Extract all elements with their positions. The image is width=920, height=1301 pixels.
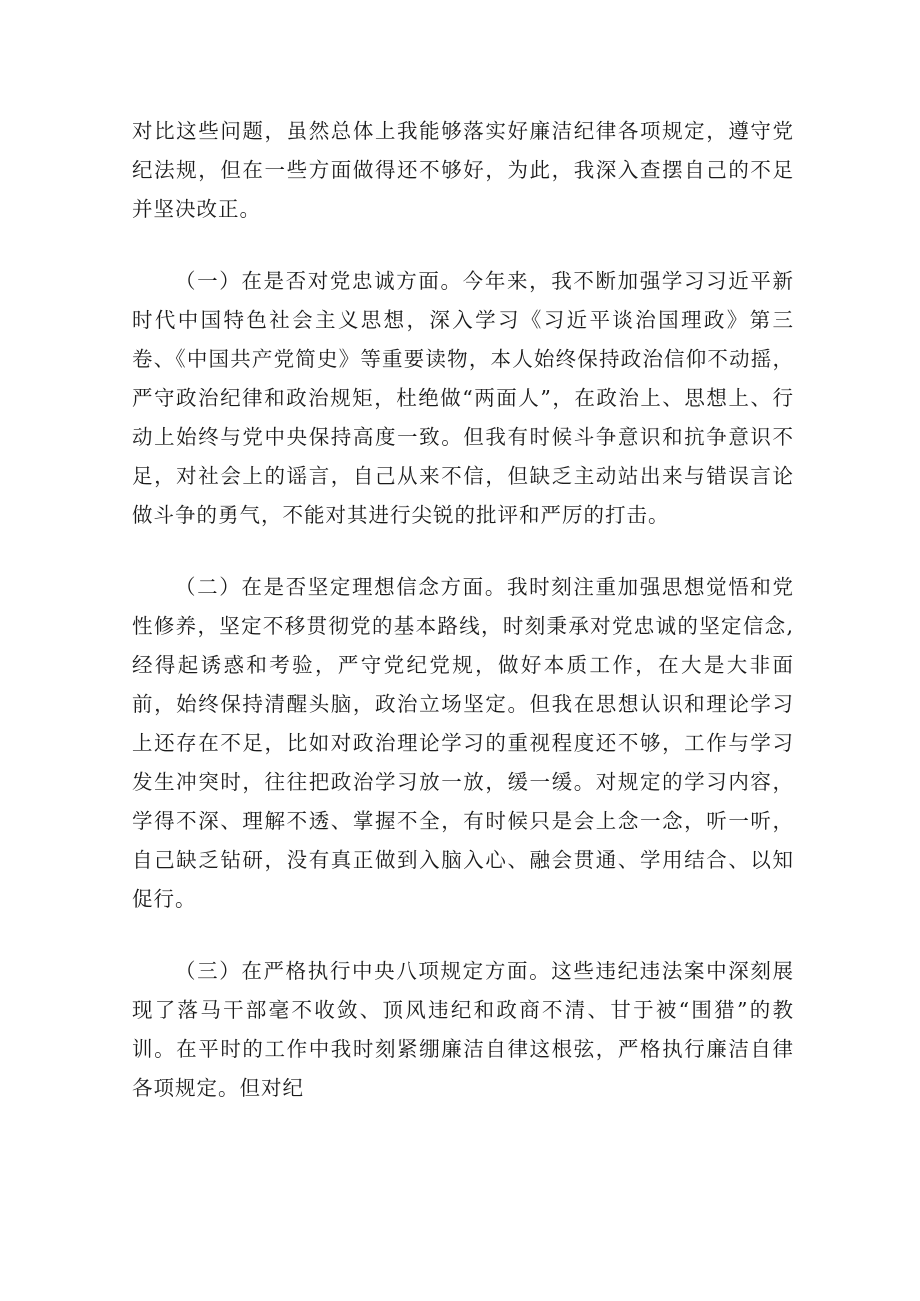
document-page [132, 112, 794, 1108]
paragraph-party-loyalty: （一）在是否对党忠诚方面。今年来，我不断加强学习习近平新时代中国特色社会主义思想，深入学习《习近平谈治国理政》第三卷、《中国共产党简史》等重要读物，本人始终保持政治信仰不动摇，严守政治纪律和政治规矩，杜绝做“两面人”，在政治上、思想上、行动上始终与党中央保持高度一致。但我有时候斗争意识和抗争意识不足，对社会上的谣言，自己从来不信，但缺乏主动站出来与错误言论做斗争的勇气，不能对其进行尖锐的批评和严厉的打击。 [132, 269, 794, 527]
paragraph-ideals-beliefs: （二）在是否坚定理想信念方面。我时刻注重加强思想觉悟和党性修养，坚定不移贯彻党的基本路线，时刻秉承对党忠诚的坚定信念,经得起诱惑和考验，严守党纪党规，做好本质工作，在大是大非面前，始终保持清醒头脑，政治立场坚定。但我在思想认识和理论学习上还存在不足，比如对政治理论学习的重视程度还不够，工作与学习发生冲突时，往往把政治学习放一放，缓一缓。对规定的学习内容，学得不深、理解不透、掌握不全，有时候只是会上念一念，听一听，自己缺乏钻研，没有真正做到入脑入心、融会贯通、学用结合、以知促行。 [132, 575, 794, 911]
paragraph-eight-regulations: （三）在严格执行中央八项规定方面。这些违纪违法案中深刻展现了落马干部毫不收敛、顶风违纪和政商不清、甘于被“围猎”的教训。在平时的工作中我时刻紧绷廉洁自律这根弦，严格执行廉洁自律各项规定。但对纪 [132, 959, 794, 1100]
paragraph-intro: 对比这些问题，虽然总体上我能够落实好廉洁纪律各项规定，遵守党纪法规，但在一些方面做得还不够好，为此，我深入查摆自己的不足并坚决改正。 [132, 119, 794, 221]
